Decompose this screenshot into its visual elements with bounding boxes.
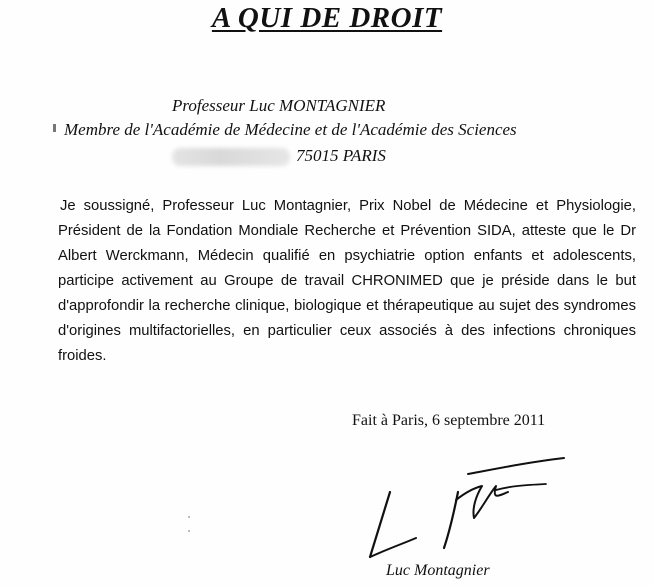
body-line-6: d'origines multifactorielles, en particulier ceux associés à des infections chroniques (58, 323, 636, 339)
scan-speck (188, 530, 190, 532)
body-line-1: Je soussigné, Professeur Luc Montagnier, Prix Nobel de Médecine et Physiologie, (60, 198, 636, 214)
signer-name: Luc Montagnier (386, 562, 490, 579)
author-membership: Membre de l'Académie de Médecine et de l'Académie des Sciences (64, 120, 517, 139)
document-title: A QUI DE DROIT (211, 2, 443, 34)
body-line-5: d'approfondir la recherche clinique, biologique et thérapeutique au sujet des syndromes (58, 298, 636, 314)
body-line-4: participe activement au Groupe de travail CHRONIMED que je préside dans le but (58, 273, 636, 289)
scan-speck (188, 516, 190, 518)
author-name: Professeur Luc MONTAGNIER (172, 96, 386, 115)
redacted-address-block (172, 148, 290, 166)
author-address (172, 146, 386, 166)
place-and-date: Fait à Paris, 6 septembre 2011 (352, 412, 546, 429)
author-city: 75015 PARIS (296, 146, 386, 165)
body-line-2: Président de la Fondation Mondiale Recherche et Prévention SIDA, atteste que le Dr (58, 223, 636, 239)
scan-mark (53, 124, 56, 132)
handwritten-signature (350, 452, 570, 562)
body-line-3: Albert Werckmann, Médecin qualifié en psychiatrie option enfants et adolescents, (58, 248, 636, 264)
body-line-7: froides. (58, 348, 107, 364)
